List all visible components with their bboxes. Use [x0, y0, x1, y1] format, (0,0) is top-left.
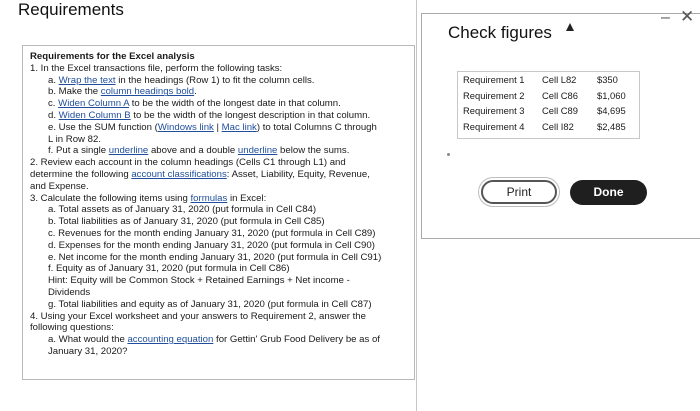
- accounting-equation-link[interactable]: accounting equation: [127, 334, 214, 346]
- text: below the sums.: [277, 145, 350, 157]
- text: a.: [48, 74, 59, 86]
- cell-ref: Cell L82: [542, 74, 577, 85]
- req2-line3: and Expense.: [30, 180, 89, 192]
- underline-link[interactable]: underline: [108, 145, 149, 157]
- text: c.: [48, 98, 59, 110]
- requirements-heading: Requirements for the Excel analysis: [30, 51, 195, 62]
- req3-b: b. Total liabilities as of January 31, 2020 (put formula in Cell C85): [48, 216, 325, 228]
- req1-f: [30, 145, 410, 157]
- widen-column-b-link[interactable]: Widen Column B: [58, 109, 131, 121]
- req1-b: [30, 86, 410, 98]
- req1-c: [30, 98, 410, 110]
- table-row: [458, 119, 639, 135]
- req1-e: [30, 122, 410, 134]
- cursor-arrow-icon: [566, 23, 574, 31]
- text: d.: [48, 109, 59, 121]
- cell-ref: Cell I82: [542, 120, 574, 132]
- close-icon[interactable]: ✕: [680, 7, 695, 26]
- table-row: [458, 103, 639, 119]
- req3-c: c. Revenues for the month ending January 31, 2020 (put formula in Cell C89): [48, 227, 376, 239]
- dot-marker: [447, 153, 450, 156]
- text: for Gettin' Grub Food Delivery be as of: [213, 334, 380, 346]
- check-value: $350: [597, 74, 618, 85]
- text: to be the width of the longest date in that column.: [129, 98, 341, 110]
- text: in the headings (Row 1) to fit the column cells.: [115, 74, 315, 86]
- check-figures-table: [457, 71, 640, 139]
- req1-intro: 1. In the Excel transactions file, perform the following tasks:: [30, 62, 283, 74]
- windows-link[interactable]: Windows link: [157, 121, 214, 133]
- req4-a: [30, 334, 410, 346]
- req4-line1: 4. Using your Excel worksheet and your answers to Requirement 2, answer the: [30, 310, 366, 322]
- done-button[interactable]: Done: [570, 180, 647, 205]
- req2-line1: 2. Review each account in the column headings (Cells C1 through L1) and: [30, 157, 346, 169]
- check-value: $2,485: [597, 120, 626, 132]
- requirement-label: Requirement 4: [463, 120, 525, 132]
- req1-e-cont: L in Row 82.: [48, 133, 101, 145]
- text: in Excel:: [227, 192, 267, 204]
- requirements-panel: [22, 45, 415, 380]
- req4-line2: following questions:: [30, 322, 114, 334]
- double-underline-link[interactable]: underline: [237, 145, 278, 157]
- wrap-text-link[interactable]: Wrap the text: [58, 74, 116, 86]
- page-title: Requirements: [18, 0, 124, 19]
- text: a. What would the: [48, 334, 128, 346]
- text: f. Put a single: [48, 145, 109, 157]
- text: : Asset, Liability, Equity, Revenue,: [226, 168, 370, 180]
- cell-ref: Cell C86: [542, 89, 578, 101]
- requirement-label: Requirement 1: [463, 74, 525, 85]
- req3-d: d. Expenses for the month ending January 31, 2020 (put formula in Cell C90): [48, 239, 375, 251]
- account-classifications-link[interactable]: account classifications: [131, 168, 227, 180]
- text: b. Make the: [48, 86, 101, 98]
- req3-intro: [30, 193, 410, 205]
- check-value: $4,695: [597, 105, 626, 116]
- table-row: [458, 88, 639, 104]
- cell-ref: Cell C89: [542, 105, 578, 116]
- req3-hint-line1: Hint: Equity will be Common Stock + Retained Earnings + Net income -: [48, 275, 350, 287]
- text: 3. Calculate the following items using: [30, 192, 191, 204]
- text: ) to total Columns C through: [256, 121, 377, 133]
- text: to be the width of the longest description in that column.: [130, 109, 371, 121]
- formulas-link[interactable]: formulas: [190, 192, 228, 204]
- minimize-icon[interactable]: –: [661, 9, 670, 26]
- text: .: [194, 86, 197, 98]
- text: |: [213, 121, 222, 133]
- text: e. Use the SUM function (: [48, 121, 158, 133]
- req1-a: [30, 75, 410, 87]
- req3-f: f. Equity as of January 31, 2020 (put formula in Cell C86): [48, 263, 290, 275]
- widen-column-a-link[interactable]: Widen Column A: [58, 98, 130, 110]
- check-figures-title: Check figures: [448, 23, 552, 42]
- req4-a-cont: January 31, 2020?: [48, 345, 128, 357]
- column-headings-bold-link[interactable]: column headings bold: [100, 86, 195, 98]
- req3-e: e. Net income for the month ending January 31, 2020 (put formula in Cell C91): [48, 251, 382, 263]
- requirement-label: Requirement 3: [463, 105, 525, 116]
- requirement-label: Requirement 2: [463, 89, 525, 101]
- print-button[interactable]: Print: [481, 180, 557, 204]
- table-row: [458, 72, 639, 88]
- req2-line2: [30, 169, 410, 181]
- req3-g: g. Total liabilities and equity as of January 31, 2020 (put formula in Cell C87): [48, 298, 372, 310]
- req3-a: a. Total assets as of January 31, 2020 (put formula in Cell C84): [48, 204, 317, 216]
- check-value: $1,060: [597, 89, 626, 101]
- req1-d: [30, 110, 410, 122]
- mac-link[interactable]: Mac link: [221, 121, 257, 133]
- panel-divider: [416, 0, 417, 411]
- text: above and a double: [148, 145, 238, 157]
- text: determine the following: [30, 168, 132, 180]
- req3-hint-line2: Dividends: [48, 286, 91, 298]
